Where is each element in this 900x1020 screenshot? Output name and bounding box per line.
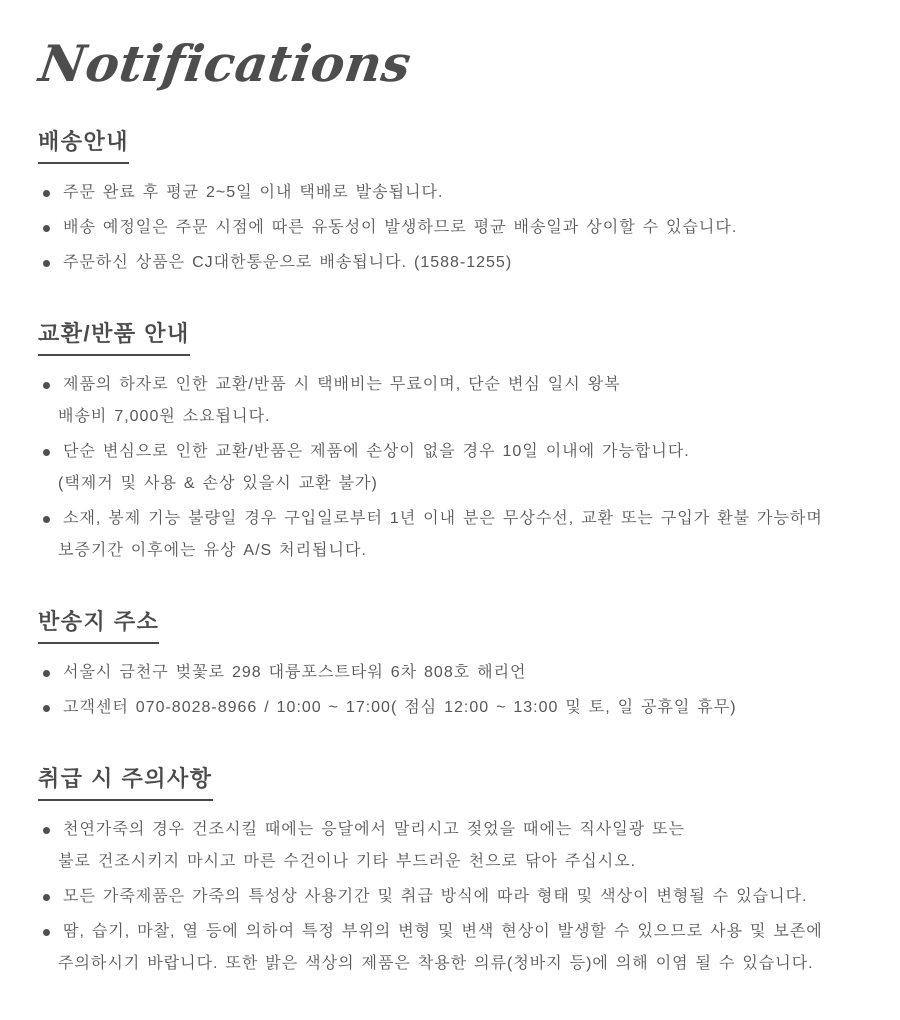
item-text: 천연가죽의 경우 건조시킬 때에는 응달에서 말리시고 젖었을 때에는 직사일광 또는 [63, 821, 686, 838]
item-text: 단순 변심으로 인한 교환/반품은 제품에 손상이 없을 경우 10일 이내에 가능합니다. [63, 443, 690, 460]
list-item [38, 369, 882, 433]
bullet-icon [43, 894, 50, 901]
bullet-icon [43, 827, 50, 834]
list-item [38, 436, 882, 500]
list-item [38, 881, 882, 913]
list-item [38, 212, 882, 244]
page-title: Notifications [35, 34, 415, 93]
section-exchange-return-info [38, 317, 882, 567]
list-item [38, 916, 882, 980]
item-text: 불로 건조시키지 마시고 마른 수건이나 기타 부드러운 천으로 닦아 주십시오. [58, 853, 637, 870]
item-text: 배송비 7,000원 소요됩니다. [58, 408, 271, 425]
list-item [38, 692, 882, 724]
item-text: 땀, 습기, 마찰, 열 등에 의하여 특정 부위의 변형 및 변색 현상이 발생할 수 있으므로 사용 및 보존에 [63, 923, 823, 940]
section-return-address [38, 605, 882, 724]
item-text: 모든 가죽제품은 가죽의 특성상 사용기간 및 취급 방식에 따라 형태 및 색상이 변형될 수 있습니다. [63, 888, 808, 905]
bullet-icon [43, 260, 50, 267]
section-shipping-info [38, 125, 882, 279]
item-text: 소재, 봉제 기능 불량일 경우 구입일로부터 1년 이내 분은 무상수선, 교환 또는 구입가 환불 가능하며 [63, 510, 823, 527]
item-text: 배송 예정일은 주문 시점에 따른 유동성이 발생하므로 평균 배송일과 상이할 수 있습니다. [63, 219, 738, 236]
bullet-icon [43, 670, 50, 677]
bullet-list [38, 177, 882, 279]
bullet-icon [43, 705, 50, 712]
item-text: 주의하시기 바랍니다. 또한 밝은 색상의 제품은 착용한 의류(청바지 등)에 의해 이염 될 수 있습니다. [58, 955, 814, 972]
list-item [38, 247, 882, 279]
section-heading-handling: 취급 시 주의사항 [38, 762, 213, 801]
list-item [38, 814, 882, 878]
section-heading-shipping: 배송안내 [38, 125, 129, 164]
section-heading-return-address: 반송지 주소 [38, 605, 159, 644]
bullet-list [38, 369, 882, 567]
item-text: 제품의 하자로 인한 교환/반품 시 택배비는 무료이며, 단순 변심 일시 왕복 [63, 376, 621, 393]
bullet-list [38, 814, 882, 980]
bullet-icon [43, 225, 50, 232]
list-item [38, 503, 882, 567]
list-item [38, 177, 882, 209]
section-handling-precautions [38, 762, 882, 980]
item-text: 서울시 금천구 벚꽃로 298 대륭포스트타워 6차 808호 해리언 [63, 664, 527, 681]
item-text: 주문하신 상품은 CJ대한통운으로 배송됩니다. (1588-1255) [63, 254, 513, 271]
item-text: 고객센터 070-8028-8966 / 10:00 ~ 17:00( 점심 12:00 ~ 13:00 및 토, 일 공휴일 휴무) [63, 699, 737, 716]
bullet-icon [43, 516, 50, 523]
section-heading-exchange-return: 교환/반품 안내 [38, 317, 190, 356]
list-item [38, 657, 882, 689]
bullet-icon [43, 929, 50, 936]
bullet-icon [43, 449, 50, 456]
item-text: 보증기간 이후에는 유상 A/S 처리됩니다. [58, 542, 367, 559]
bullet-icon [43, 190, 50, 197]
bullet-icon [43, 382, 50, 389]
item-text: 주문 완료 후 평균 2~5일 이내 택배로 발송됩니다. [63, 184, 444, 201]
item-text: (택제거 및 사용 & 손상 있을시 교환 불가) [58, 475, 378, 492]
bullet-list [38, 657, 882, 724]
